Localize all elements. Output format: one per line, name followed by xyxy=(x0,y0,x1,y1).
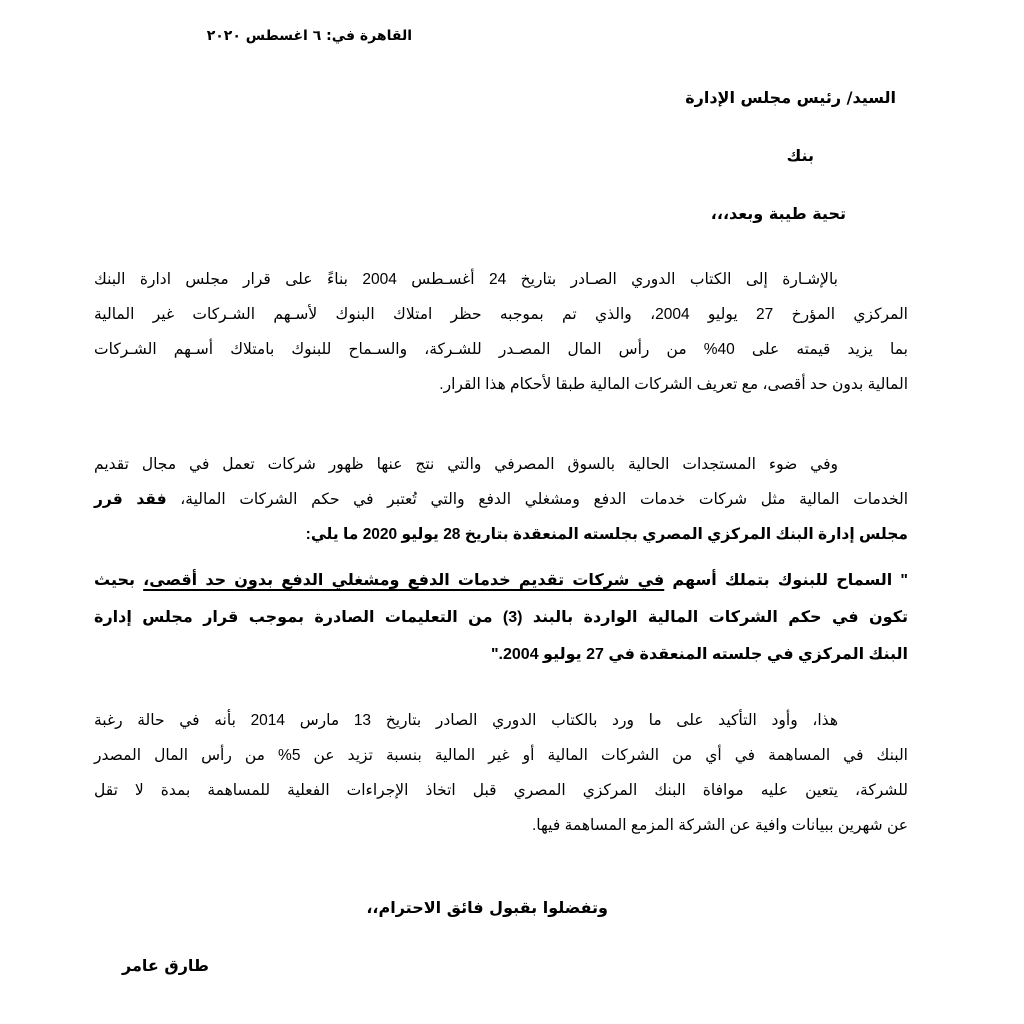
paragraph-context xyxy=(94,447,908,552)
letter-signature: طارق عامر xyxy=(122,956,209,975)
decision-text: " السماح للبنوك بتملك أسهم xyxy=(664,572,909,589)
paragraph-line: بالإشـارة إلى الكتاب الدوري الصـادر بتاريخ 24 أغسـطس 2004 بناءً على قرار مجلس ادارة البنك xyxy=(94,271,838,288)
paragraph-line: بما يزيد قيمته على 40% من رأس المال المصـدر للشـركة، والسـماح للبنوك بامتلاك أسـهم الشـركات xyxy=(94,341,908,358)
paragraph-line: وفي ضوء المستجدات الحالية بالسوق المصرفي والتي نتج عنها ظهور شركات تعمل في مجال تقديم xyxy=(94,456,838,473)
decision-line xyxy=(94,562,908,599)
decision-line: تكون في حكم الشركات المالية الواردة بالبند (3) من التعليمات الصادرة بموجب قرار مجلس إدارة xyxy=(94,609,909,626)
paragraph-reference xyxy=(94,262,908,402)
decision-text: بحيث xyxy=(94,572,144,589)
letter-dateline: القاهرة في: ٦ اغسطس ٢٠٢٠ xyxy=(206,28,412,44)
letter-closing: وتفضلوا بقبول فائق الاحترام،، xyxy=(366,898,608,917)
paragraph-line: المالية بدون حد أقصى، مع تعريف الشركات المالية طبقا لأحكام هذا القرار. xyxy=(439,376,908,393)
decision-intro-bold: فقد قرر xyxy=(94,491,167,508)
decision-intro-line: مجلس إدارة البنك المركزي المصري بجلسته المنعقدة بتاريخ 28 يوليو 2020 ما يلي: xyxy=(305,526,908,543)
decision-underlined-text: في شركات تقديم خدمات الدفع ومشغلي الدفع بدون حد أقصى، xyxy=(143,572,665,589)
paragraph-line: البنك في المساهمة في أي من الشركات المالية أو غير المالية بنسبة تزيد عن 5% من رأس المال المصدر xyxy=(94,747,908,764)
paragraph-line: هذا، وأود التأكيد على ما ورد بالكتاب الدوري الصادر بتاريخ 13 مارس 2014 بأنه في حالة رغبة xyxy=(94,712,838,729)
letter-bank: بنك xyxy=(786,146,814,165)
paragraph-line: عن شهرين ببيانات وافية عن الشركة المزمع المساهمة فيها. xyxy=(532,817,908,834)
decision-quote xyxy=(94,562,908,673)
paragraph-reminder xyxy=(94,703,908,843)
paragraph-line-text: الخدمات المالية مثل شركات خدمات الدفع ومشغلي الدفع والتي تُعتبر في حكم الشركات المالية، xyxy=(166,491,909,508)
paragraph-line: للشركة، يتعين عليه موافاة البنك المركزي المصري قبل اتخاذ الإجراءات الفعلية للمساهمة بمدة لا تقل xyxy=(94,782,908,799)
letter-greeting: تحية طيبة وبعد،،، xyxy=(710,204,846,223)
decision-line: البنك المركزي في جلسته المنعقدة في 27 يوليو 2004." xyxy=(490,646,908,663)
paragraph-line: المركزي المؤرخ 27 يوليو 2004، والذي تم بموجبه حظر امتلاك البنوك لأسـهم الشـركات غير المالية xyxy=(94,306,908,323)
letter-addressee: السيد/ رئيس مجلس الإدارة xyxy=(685,88,896,107)
paragraph-line xyxy=(94,482,908,517)
